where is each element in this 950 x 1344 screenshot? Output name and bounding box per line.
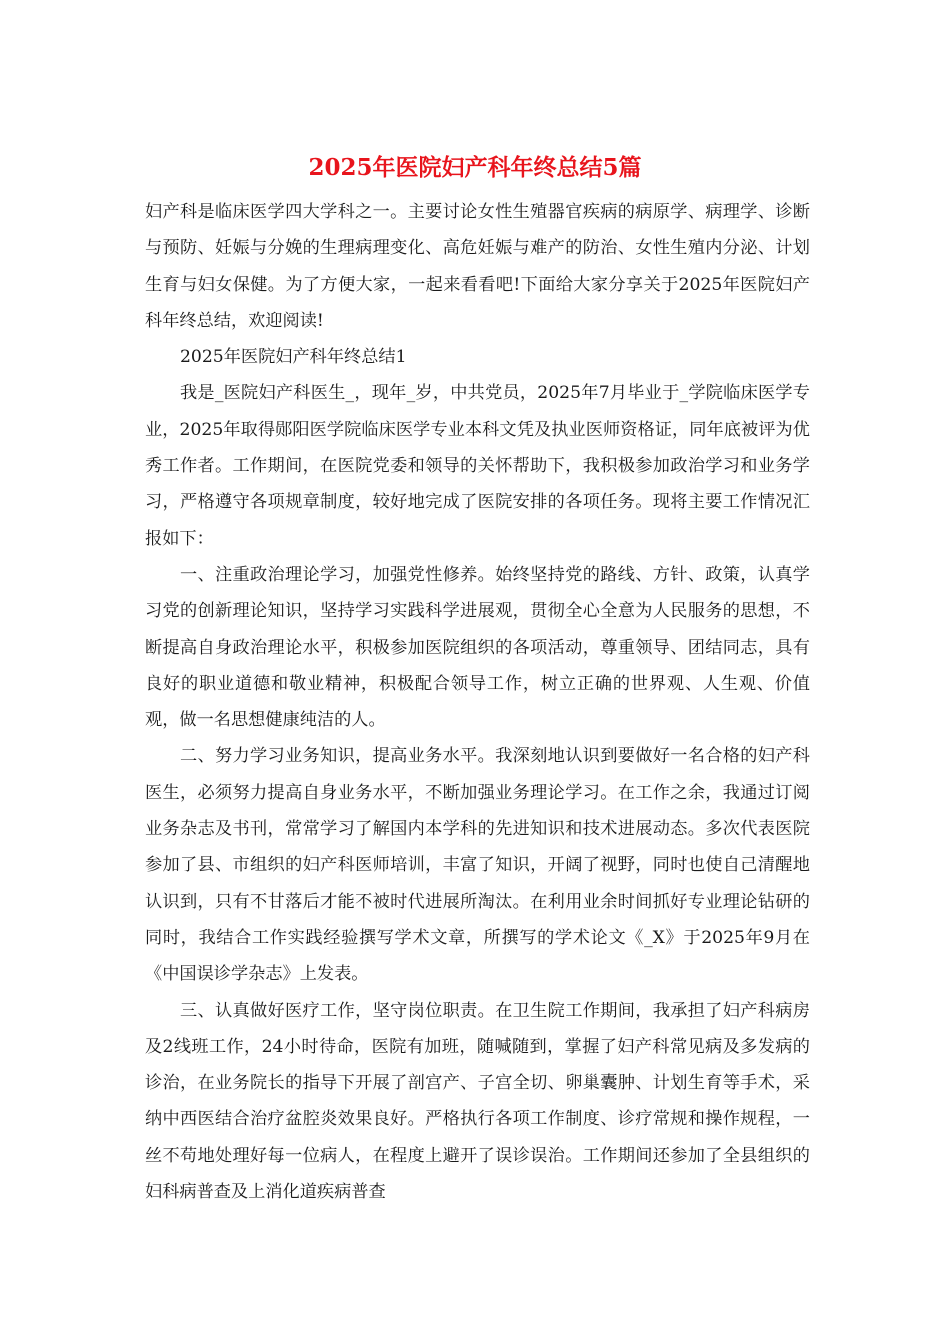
body-paragraph: 二、努力学习业务知识，提高业务水平。我深刻地认识到要做好一名合格的妇产科医生，必须努力提高自身业务水平，不断加强业务理论学习。在工作之余，我通过订阅业务杂志及书刊，常常学习了解国内本学科的先进知识和技术进展动态。多次代表医院参加了县、市组织的妇产科医师培训，丰富了知识，开阔了视野，同时也使自己清醒地认识到，只有不甘落后才能不被时代进展所淘汰。在利用业余时间抓好专业理论钻研的同时，我结合工作实践经验撰写学术文章，所撰写的学术论文《_X》于2025年9月在《中国误诊学杂志》上发表。 — [145, 746, 810, 985]
body-paragraph: 我是_医院妇产科医生_，现年_岁，中共党员，2025年7月毕业于_学院临床医学专业，2025年取得郧阳医学院临床医学专业本科文凭及执业医师资格证，同年底被评为优秀工作者。工作期间，在医院党委和领导的关怀帮助下，我积极参加政治学习和业务学习，严格遵守各项规章制度，较好地完成了医院安排的各项任务。现将主要工作情况汇报如下： — [145, 383, 810, 549]
section-heading: 2025年医院妇产科年终总结1 — [180, 347, 407, 368]
body-paragraph: 一、注重政治理论学习，加强党性修养。始终坚持党的路线、方针、政策，认真学习党的创新理论知识，坚持学习实践科学进展观，贯彻全心全意为人民服务的思想，不断提高自身政治理论水平，积极参加医院组织的各项活动，尊重领导、团结同志，具有良好的职业道德和敬业精神，积极配合领导工作，树立正确的世界观、人生观、价值观，做一名思想健康纯洁的人。 — [145, 564, 810, 731]
intro-paragraph: 妇产科是临床医学四大学科之一。主要讨论女性生殖器官疾病的病原学、病理学、诊断与预防、妊娠与分娩的生理病理变化、高危妊娠与难产的防治、女性生殖内分泌、计划生育与妇女保健。为了方便大家，一起来看看吧!下面给大家分享关于2025年医院妇产科年终总结，欢迎阅读! — [145, 202, 810, 331]
body-paragraph: 三、认真做好医疗工作，坚守岗位职责。在卫生院工作期间，我承担了妇产科病房及2线班工作，24小时待命，医院有加班，随喊随到，掌握了妇产科常见病及多发病的诊治，在业务院长的指导下开展了剖宫产、子宫全切、卵巢囊肿、计划生育等手术，采纳中西医结合治疗盆腔炎效果良好。严格执行各项工作制度、诊疗常规和操作规程，一丝不苟地处理好每一位病人，在程度上避开了误诊误治。工作期间还参加了全县组织的妇科病普查及上消化道疾病普查 — [145, 1000, 810, 1203]
document-body — [145, 194, 810, 1210]
document-title: 2025年医院妇产科年终总结5篇 — [308, 154, 642, 181]
